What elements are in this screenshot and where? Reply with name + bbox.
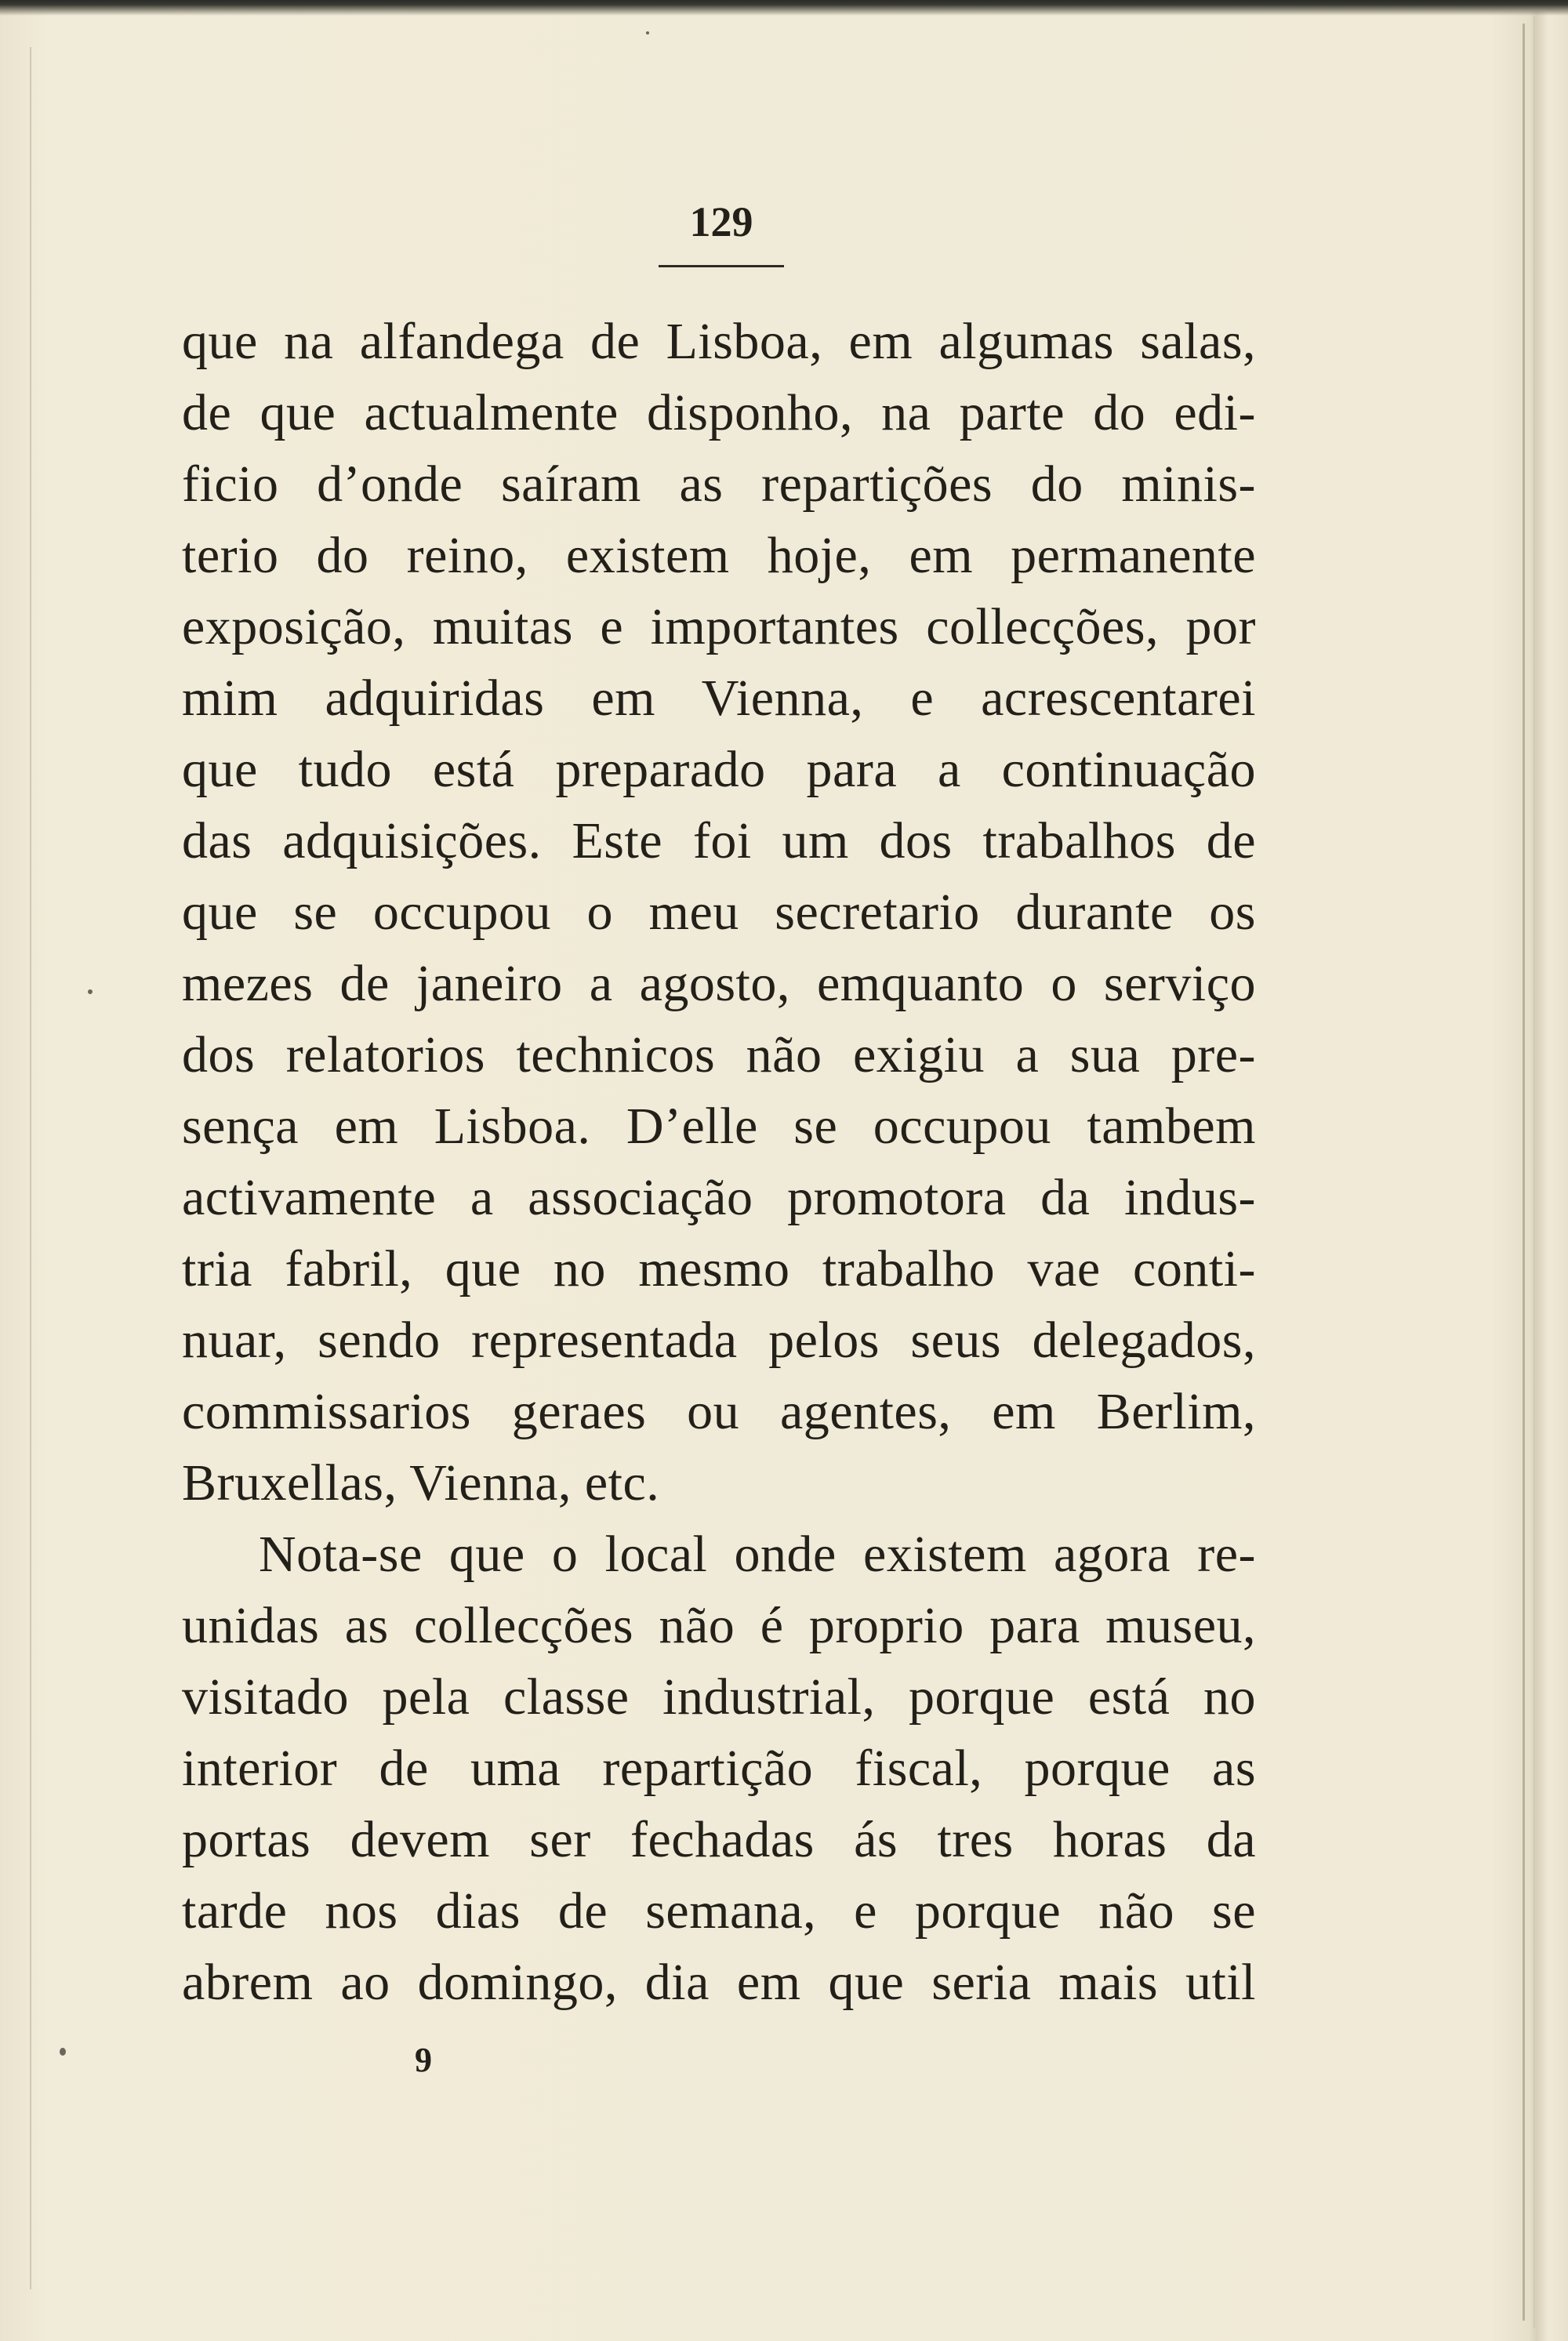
text-line: portas devem ser fechadas ás tres horas da	[182, 1811, 1256, 1868]
gutter-edge	[30, 47, 31, 2289]
text-line: que tudo está preparado para a continuação	[182, 741, 1256, 798]
text-line: de que actualmente disponho, na parte do edi-	[182, 384, 1256, 441]
page-number: 129	[689, 198, 753, 245]
text-line: das adquisições. Este foi um dos trabalhos de	[182, 812, 1256, 869]
text-line: ficio d’onde saíram as repartições do minis-	[182, 455, 1256, 513]
text-line: tarde nos dias de semana, e porque não se	[182, 1882, 1256, 1940]
text-line: abrem ao domingo, dia em que seria mais util	[182, 1954, 1256, 2011]
paper-speck	[60, 2048, 66, 2056]
text-line: commissarios geraes ou agentes, em Berlim,	[182, 1383, 1256, 1440]
paper-speck	[646, 31, 649, 34]
fore-edge-line-inner	[1534, 16, 1535, 2328]
text-line: exposição, muitas e importantes collecções, por	[182, 598, 1256, 655]
text-line: tria fabril, que no mesmo trabalho vae conti-	[182, 1240, 1256, 1298]
signature-mark: 9	[415, 2041, 432, 2079]
text-line: que se occupou o meu secretario durante os	[182, 884, 1256, 941]
paper-speck	[88, 989, 93, 994]
paragraph-first-line: Nota-se que o local onde existem agora re-	[259, 1526, 1256, 1583]
page-number-rule	[659, 265, 784, 267]
text-line: terio do reino, existem hoje, em permanente	[182, 527, 1256, 584]
fore-edge-line	[1523, 24, 1525, 2321]
text-line: dos relatorios technicos não exigiu a sua pre-	[182, 1026, 1256, 1083]
text-line: que na alfandega de Lisboa, em algumas salas,	[182, 313, 1256, 370]
text-line: activamente a associação promotora da indus-	[182, 1169, 1256, 1226]
text-line: nuar, sendo representada pelos seus delegados,	[182, 1312, 1256, 1369]
text-line: visitado pela classe industrial, porque está no	[182, 1668, 1256, 1726]
text-line: Bruxellas, Vienna, etc.	[182, 1454, 660, 1512]
text-line: mezes de janeiro a agosto, emquanto o serviço	[182, 955, 1256, 1012]
text-line: interior de uma repartição fiscal, porque as	[182, 1740, 1256, 1797]
page-top-edge	[0, 0, 1568, 16]
text-line: unidas as collecções não é proprio para museu,	[182, 1597, 1256, 1654]
text-line: mim adquiridas em Vienna, e acrescentarei	[182, 670, 1256, 727]
text-line: sença em Lisboa. D’elle se occupou tambem	[182, 1098, 1256, 1155]
body-text	[182, 306, 1256, 2018]
